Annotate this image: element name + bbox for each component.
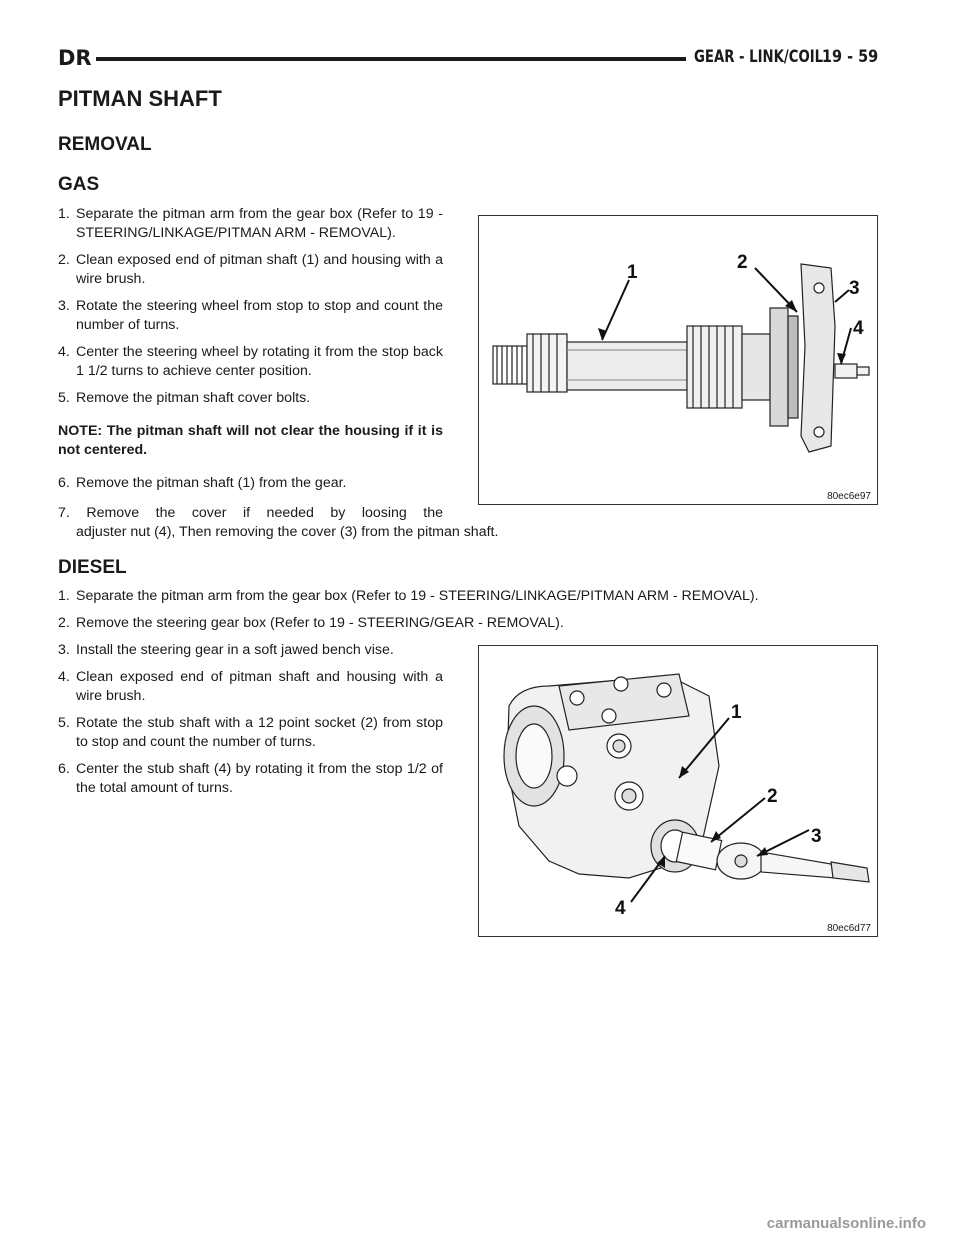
figure-id: 80ec6d77 [827,923,871,934]
header-section: GEAR - LINK/COIL [694,47,824,67]
callout-1: 1 [731,702,742,723]
watermark: carmanualsonline.info [766,1215,926,1232]
gas-step-7 [58,504,878,550]
list-item: 5. Rotate the stub shaft with a 12 point socket (2) from stop to stop and count the number of turns. [58,715,443,750]
steering-gear-illustration [479,646,877,936]
list-item: 1. Separate the pitman arm from the gear box (Refer to 19 - STEERING/LINKAGE/PITMAN ARM - REMOVAL). [58,588,759,604]
callout-3: 3 [811,826,822,847]
gas-steps [58,205,443,501]
list-item: 2. Remove the steering gear box (Refer to 19 - STEERING/GEAR - REMOVAL). [58,615,564,631]
list-item: 3. Rotate the steering wheel from stop to stop and count the number of turns. [58,298,443,333]
list-item: 4. Clean exposed end of pitman shaft and housing with a wire brush. [58,669,443,704]
list-item: 2. Clean exposed end of pitman shaft (1) and housing with a wire brush. [58,252,443,287]
figure-steering-gear [478,645,878,937]
header-manual-code: DR [58,46,92,70]
section-heading-removal: REMOVAL [58,134,152,155]
page-header [58,44,878,72]
diesel-steps [58,641,443,806]
callout-2: 2 [737,252,748,273]
subsection-heading-gas: GAS [58,174,100,195]
list-item: 6. Remove the pitman shaft (1) from the gear. [58,475,347,491]
page-title: PITMAN SHAFT [58,86,222,111]
callout-4: 4 [615,898,626,919]
list-item: 5. Remove the pitman shaft cover bolts. [58,390,311,406]
header-rule [96,57,686,61]
callout-1: 1 [627,262,638,283]
list-item: 6. Center the stub shaft (4) by rotating it from the stop 1/2 of the total amount of turns. [58,761,443,796]
callout-3: 3 [849,278,860,299]
header-page-number: 19 - 59 [821,47,878,67]
pitman-shaft-illustration [479,216,877,504]
list-item: 4. Center the steering wheel by rotating it from the stop back 1 1/2 turns to achieve center position. [58,344,443,379]
diesel-full-steps [58,587,878,641]
callout-4: 4 [853,318,864,339]
subsection-heading-diesel: DIESEL [58,557,127,578]
callout-2: 2 [767,786,778,807]
list-item: 7. Remove the cover if needed by loosing the adjuster nut (4), Then removing the cover (3) from the pitman shaft. [58,505,499,540]
figure-pitman-shaft [478,215,878,505]
figure-id: 80ec6e97 [827,491,871,502]
note-text: NOTE: The pitman shaft will not clear the housing if it is not centered. [58,423,443,458]
list-item: 1. Separate the pitman arm from the gear box (Refer to 19 - STEERING/LINKAGE/PITMAN ARM - REMOVAL). [58,206,443,241]
list-item: 3. Install the steering gear in a soft jawed bench vise. [58,642,394,658]
